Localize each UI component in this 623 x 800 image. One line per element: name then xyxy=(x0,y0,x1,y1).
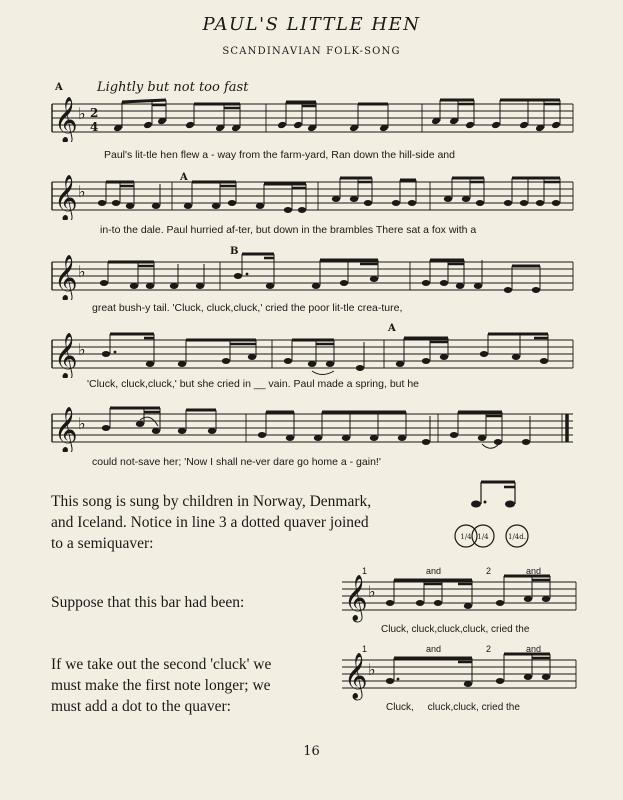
song-subtitle: SCANDINAVIAN FOLK-SONG xyxy=(222,46,401,57)
music-staff-3 xyxy=(50,250,575,300)
count-label: 1 xyxy=(362,566,368,576)
treble-clef-icon: 𝄞 xyxy=(344,653,368,699)
count-label: 1 xyxy=(362,644,368,654)
treble-clef-icon: 𝄞 xyxy=(54,407,78,452)
tempo-marking: Lightly but not too fast xyxy=(97,80,249,95)
section-mark-a: A xyxy=(55,82,63,93)
treble-clef-icon: 𝄞 xyxy=(54,255,78,300)
explanation-line: If we take out the second 'cluck' we xyxy=(51,656,272,673)
lyric-line-3: great bush-y tail. 'Cluck, cluck,cluck,' cried the poor lit-tle crea-ture, xyxy=(92,302,403,314)
explanation-line: This song is sung by children in Norway, Denmark, xyxy=(51,493,372,510)
fraction-label: 1/4 xyxy=(460,533,472,541)
treble-clef-icon: 𝄞 xyxy=(54,333,78,378)
flat-icon: ♭ xyxy=(78,104,86,123)
section-mark-a2: A xyxy=(180,172,188,183)
flat-icon: ♭ xyxy=(78,182,86,201)
explanation-paragraph-2: Suppose that this bar had been: xyxy=(51,594,245,611)
flat-icon: ♭ xyxy=(368,582,376,601)
explanation-line: and Iceland. Notice in line 3 a dotted quaver joined xyxy=(51,514,369,531)
time-sig-bottom: 4 xyxy=(90,120,99,134)
time-sig-top: 2 xyxy=(90,106,99,120)
music-staff-2 xyxy=(50,170,575,220)
section-mark-b: B xyxy=(230,246,239,257)
example-2-lyric: Cluck, cluck,cluck, cried the xyxy=(386,702,520,713)
dotted-quaver-note-icon xyxy=(471,501,481,508)
treble-clef-icon: 𝄞 xyxy=(54,175,78,220)
example-1-lyric: Cluck, cluck,cluck,cluck, cried the xyxy=(381,624,530,635)
lyric-line-4: 'Cluck, cluck,cluck,' but she cried in __ vain. Paul made a spring, but he xyxy=(87,378,420,390)
treble-clef-icon: 𝄞 xyxy=(54,97,78,142)
rhythm-diagram xyxy=(450,474,540,554)
lyric-line-1: Paul's lit-tle hen flew a - way from the farm-yard, Ran down the hill-side and xyxy=(104,149,455,161)
treble-clef-icon: 𝄞 xyxy=(344,575,368,621)
count-label: and xyxy=(426,644,442,654)
count-label: and xyxy=(426,566,442,576)
explanation-paragraph-1 xyxy=(51,491,371,554)
music-staff-4 xyxy=(50,328,575,378)
flat-icon: ♭ xyxy=(78,414,86,433)
lyric-line-5: could not-save her; 'Now I shall ne-ver dare go home a - gain!' xyxy=(92,456,381,468)
count-label: 2 xyxy=(486,566,492,576)
music-staff-1 xyxy=(50,92,575,142)
count-label: and xyxy=(526,644,542,654)
explanation-paragraph-3 xyxy=(51,654,271,717)
example-staff-1 xyxy=(340,562,580,628)
semiquaver-note-icon xyxy=(505,501,515,508)
example-staff-2 xyxy=(340,640,580,706)
explanation-line: to a semiquaver: xyxy=(51,535,154,552)
section-mark-a3: A xyxy=(388,323,396,334)
explanation-line: must add a dot to the quaver: xyxy=(51,698,231,715)
flat-icon: ♭ xyxy=(368,660,376,679)
page-number: 16 xyxy=(303,744,320,759)
fraction-label: 1/4 xyxy=(477,533,489,541)
song-title: PAUL'S LITTLE HEN xyxy=(202,14,421,35)
lyric-line-2: in-to the dale. Paul hurried af-ter, but down in the brambles There sat a fox with a xyxy=(100,224,477,236)
count-label: 2 xyxy=(486,644,492,654)
explanation-line: must make the first note longer; we xyxy=(51,677,271,694)
flat-icon: ♭ xyxy=(78,262,86,281)
count-label: and xyxy=(526,566,542,576)
music-staff-5 xyxy=(50,402,575,452)
fraction-label: 1/4d. xyxy=(508,533,526,541)
flat-icon: ♭ xyxy=(78,340,86,359)
